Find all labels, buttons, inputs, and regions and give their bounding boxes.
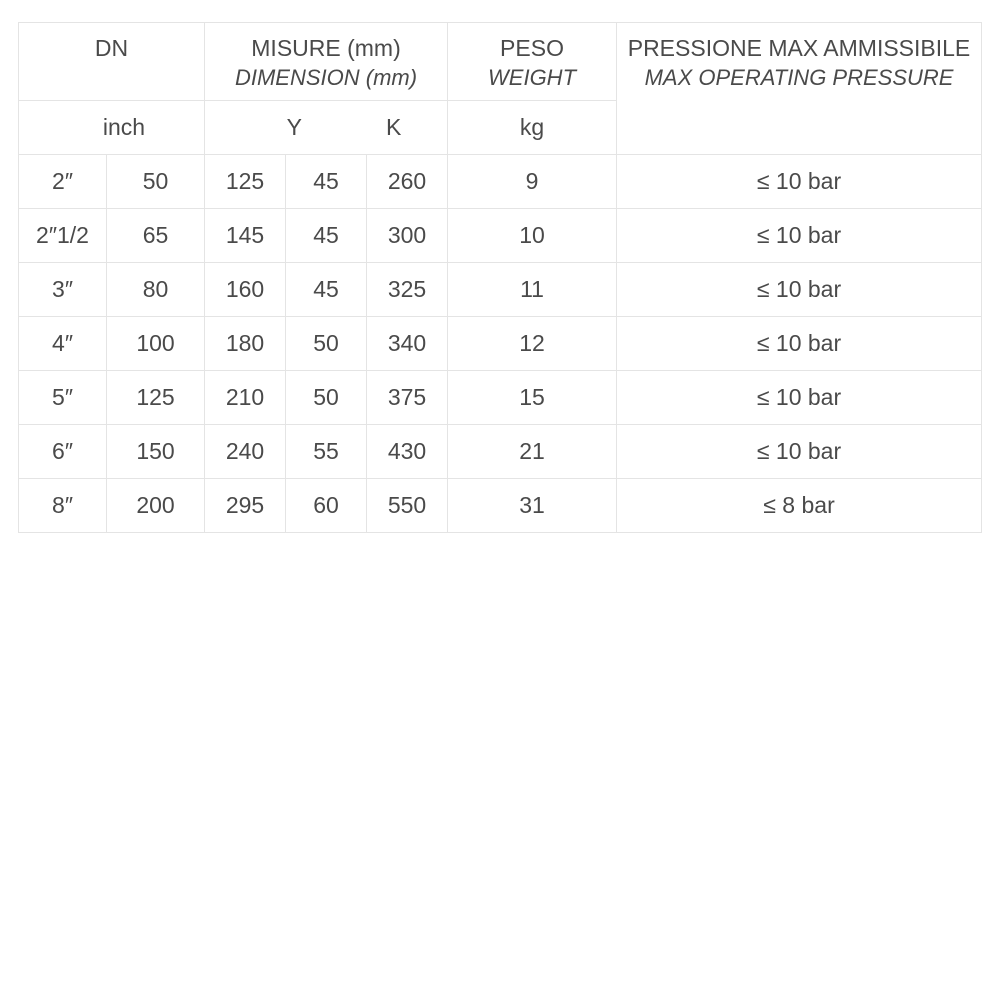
max-pressure-label: MAX OPERATING PRESSURE [644, 65, 954, 90]
cell-inch: 8″ [19, 479, 107, 533]
cell-y: 160 [205, 263, 286, 317]
cell-inch: 4″ [19, 317, 107, 371]
dn-header [19, 23, 205, 101]
cell-weight: 31 [448, 479, 617, 533]
cell-k: 45 [286, 209, 367, 263]
cell-dn: 80 [107, 263, 205, 317]
cell-inch: 3″ [19, 263, 107, 317]
table-row [19, 479, 982, 533]
weight-header [448, 23, 617, 101]
cell-k: 45 [286, 263, 367, 317]
table-row [19, 209, 982, 263]
cell-length: 375 [367, 371, 448, 425]
cell-k: 50 [286, 317, 367, 371]
cell-dn: 50 [107, 155, 205, 209]
cell-length: 260 [367, 155, 448, 209]
weight-label: WEIGHT [488, 65, 577, 90]
cell-length: 340 [367, 317, 448, 371]
cell-length: 300 [367, 209, 448, 263]
table-row [19, 155, 982, 209]
header-row-main [19, 23, 982, 101]
cell-k: 50 [286, 371, 367, 425]
table-row [19, 263, 982, 317]
cell-weight: 10 [448, 209, 617, 263]
inch-label: inch [102, 114, 146, 140]
cell-y: 125 [205, 155, 286, 209]
cell-dn: 200 [107, 479, 205, 533]
kg-subheader [448, 101, 617, 155]
cell-inch: 2″ [19, 155, 107, 209]
table-row [19, 425, 982, 479]
inch-subheader [19, 101, 205, 155]
cell-inch: 6″ [19, 425, 107, 479]
cell-weight: 12 [448, 317, 617, 371]
cell-pressure: ≤ 10 bar [617, 263, 982, 317]
dimensions-header [205, 23, 448, 101]
table-row [19, 371, 982, 425]
cell-weight: 21 [448, 425, 617, 479]
cell-dn: 150 [107, 425, 205, 479]
pressure-header [617, 23, 982, 155]
cell-y: 240 [205, 425, 286, 479]
spec-table [18, 22, 982, 533]
yk-subheader [205, 101, 448, 155]
cell-pressure: ≤ 8 bar [617, 479, 982, 533]
cell-length: 550 [367, 479, 448, 533]
cell-pressure: ≤ 10 bar [617, 209, 982, 263]
cell-length: 325 [367, 263, 448, 317]
y-label: Y [286, 114, 303, 140]
misure-label: MISURE (mm) [251, 35, 401, 61]
cell-y: 295 [205, 479, 286, 533]
cell-k: 45 [286, 155, 367, 209]
table-row [19, 317, 982, 371]
kg-label: kg [519, 114, 545, 140]
cell-inch: 5″ [19, 371, 107, 425]
cell-pressure: ≤ 10 bar [617, 425, 982, 479]
cell-dn: 65 [107, 209, 205, 263]
cell-dn: 100 [107, 317, 205, 371]
cell-k: 55 [286, 425, 367, 479]
cell-weight: 9 [448, 155, 617, 209]
cell-y: 210 [205, 371, 286, 425]
pressione-label: PRESSIONE MAX AMMISSIBILE [627, 35, 971, 61]
cell-length: 430 [367, 425, 448, 479]
cell-pressure: ≤ 10 bar [617, 371, 982, 425]
dn-header-label: DN [94, 35, 129, 61]
cell-y: 180 [205, 317, 286, 371]
cell-dn: 125 [107, 371, 205, 425]
cell-y: 145 [205, 209, 286, 263]
cell-weight: 11 [448, 263, 617, 317]
peso-label: PESO [500, 35, 564, 61]
cell-inch: 2″1/2 [19, 209, 107, 263]
dimension-label: DIMENSION (mm) [234, 65, 418, 90]
cell-weight: 15 [448, 371, 617, 425]
cell-k: 60 [286, 479, 367, 533]
cell-pressure: ≤ 10 bar [617, 317, 982, 371]
cell-pressure: ≤ 10 bar [617, 155, 982, 209]
k-label: K [386, 114, 402, 140]
